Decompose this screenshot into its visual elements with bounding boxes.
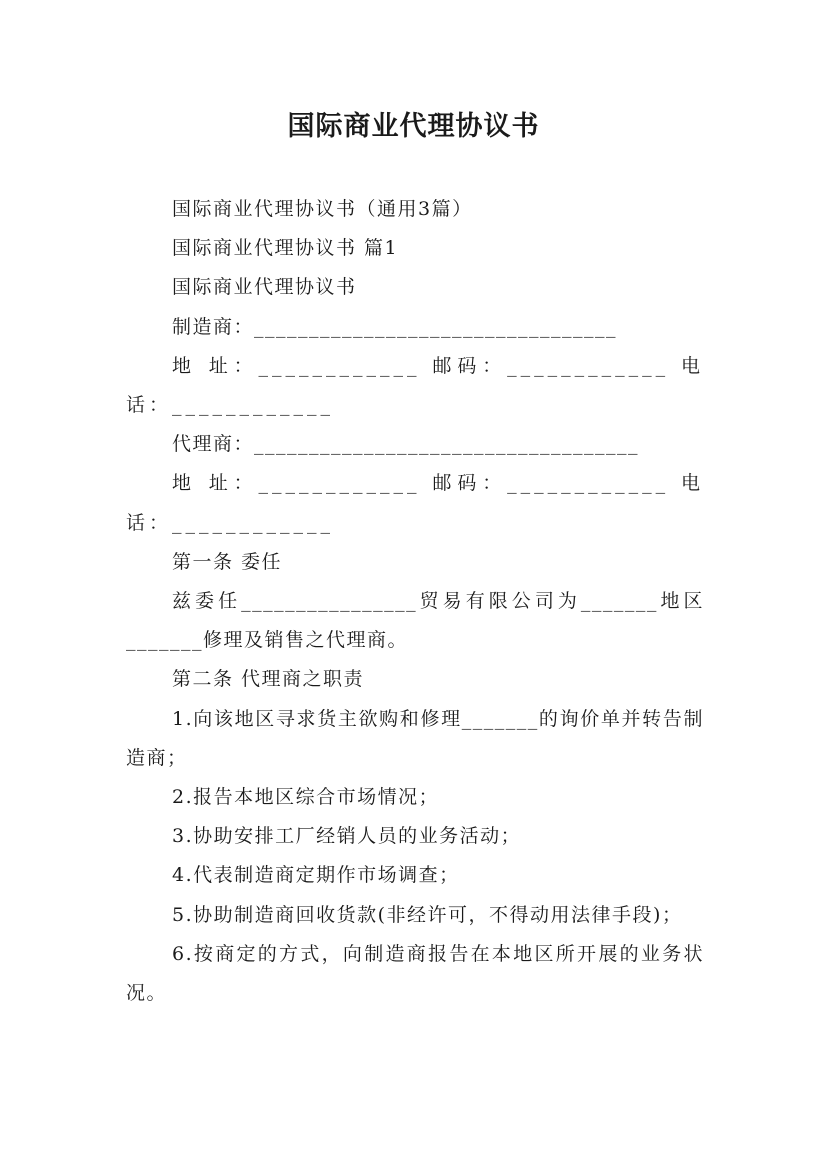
document-body bbox=[126, 190, 704, 1013]
duty-item-5: 5.协助制造商回收货款(非经许可，不得动用法律手段)； bbox=[172, 903, 683, 926]
duty-item-2: 2.报告本地区综合市场情况； bbox=[172, 786, 440, 809]
article-1-text: 兹委任________________贸易有限公司为_______地区_______修理及销售之代理商。 bbox=[126, 590, 704, 652]
paragraph-agreement-title: 国际商业代理协议书 bbox=[172, 276, 357, 299]
duty-item-6: 6.按商定的方式，向制造商报告在本地区所开展的业务状况。 bbox=[126, 942, 704, 1005]
paragraph-section-heading: 国际商业代理协议书 篇1 bbox=[172, 237, 399, 260]
duty-item-4: 4.代表制造商定期作市场调查； bbox=[172, 864, 460, 887]
document-title: 国际商业代理协议书 bbox=[287, 111, 540, 142]
agent-contact-line: 地 址：____________ 邮码：____________ 电话：____________ bbox=[126, 472, 704, 534]
duty-item-1: 1.向该地区寻求货主欲购和修理_______的询价单并转告制造商； bbox=[126, 707, 704, 769]
article-2-heading: 第二条 代理商之职责 bbox=[172, 668, 365, 691]
agent-field: 代理商：___________________________________ bbox=[172, 433, 640, 456]
duty-item-3: 3.协助安排工厂经销人员的业务活动； bbox=[172, 825, 522, 848]
article-1-heading: 第一条 委任 bbox=[172, 550, 283, 573]
manufacturer-contact-line: 地 址：____________ 邮码：____________ 电话：____________ bbox=[126, 354, 704, 417]
paragraph-collection-title: 国际商业代理协议书（通用3篇） bbox=[172, 198, 473, 220]
manufacturer-field: 制造商：_________________________________ bbox=[172, 315, 618, 338]
